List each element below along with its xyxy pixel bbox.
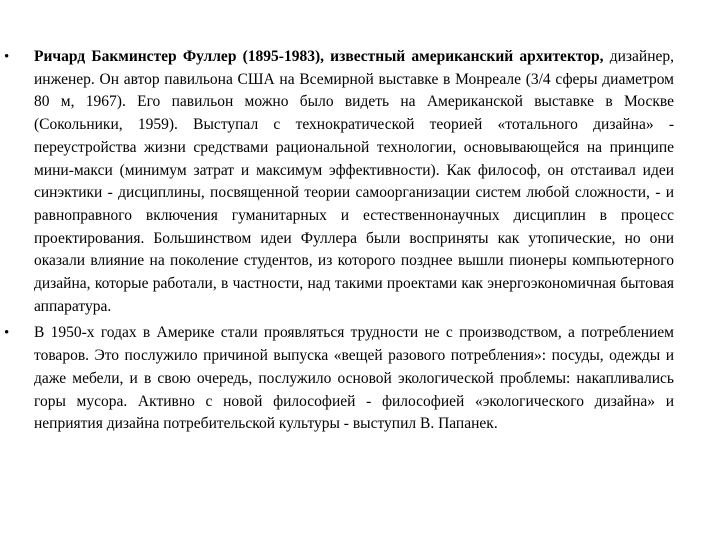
bullet-item-1950s xyxy=(4,322,674,436)
bullet-item-fuller xyxy=(4,46,674,318)
bullet-body-text: В 1950-х годах в Америке стали проявляться трудности не с производством, а потреблением товаров. Это послужило причиной выпуска «вещей разового потребления»: посуды, одежды и даже мебели, и в свою очередь, послужило основой экологической проблемы: накапливались горы мусора. Активно с новой философией - философией «экологического дизайна» и неприятия дизайна потребительской культуры - выступил В. Папанек. xyxy=(34,324,674,433)
bullet-lead-text: Ричард Бакминстер Фуллер (1895-1983), известный американский архитектор, xyxy=(34,48,604,65)
bullet-icon: • xyxy=(4,49,10,65)
bullet-body-text: дизайнер, инженер. Он автор павильона США на Всемирной выставке в Монреале (3/4 сферы диаметром 80 м, 1967). Его павильон можно было видеть на Американской выставке в Москве (Сокольники, 1959). Выступал с технократической теорией «тотального дизайна» - переустройства жизни средствами рациональной технологии, основывающейся на принципе мини-макси (минимум затрат и максимум эффективности). Как философ, он отстаивал идеи синэктики - дисциплины, посвященной теории самоорганизации систем любой сложности, - и равноправного включения гуманитарных и естественнонаучных дисциплин в процесс проектирования. Большинством идеи Фуллера были восприняты как утопические, но они оказали влияние на поколение студентов, из которого позднее вышли пионеры компьютерного дизайна, которые работали, в частности, над такими проектами как энергоэкономичная бытовая аппаратура. xyxy=(34,48,674,315)
bullet-list xyxy=(4,46,674,440)
bullet-icon: • xyxy=(4,325,10,342)
